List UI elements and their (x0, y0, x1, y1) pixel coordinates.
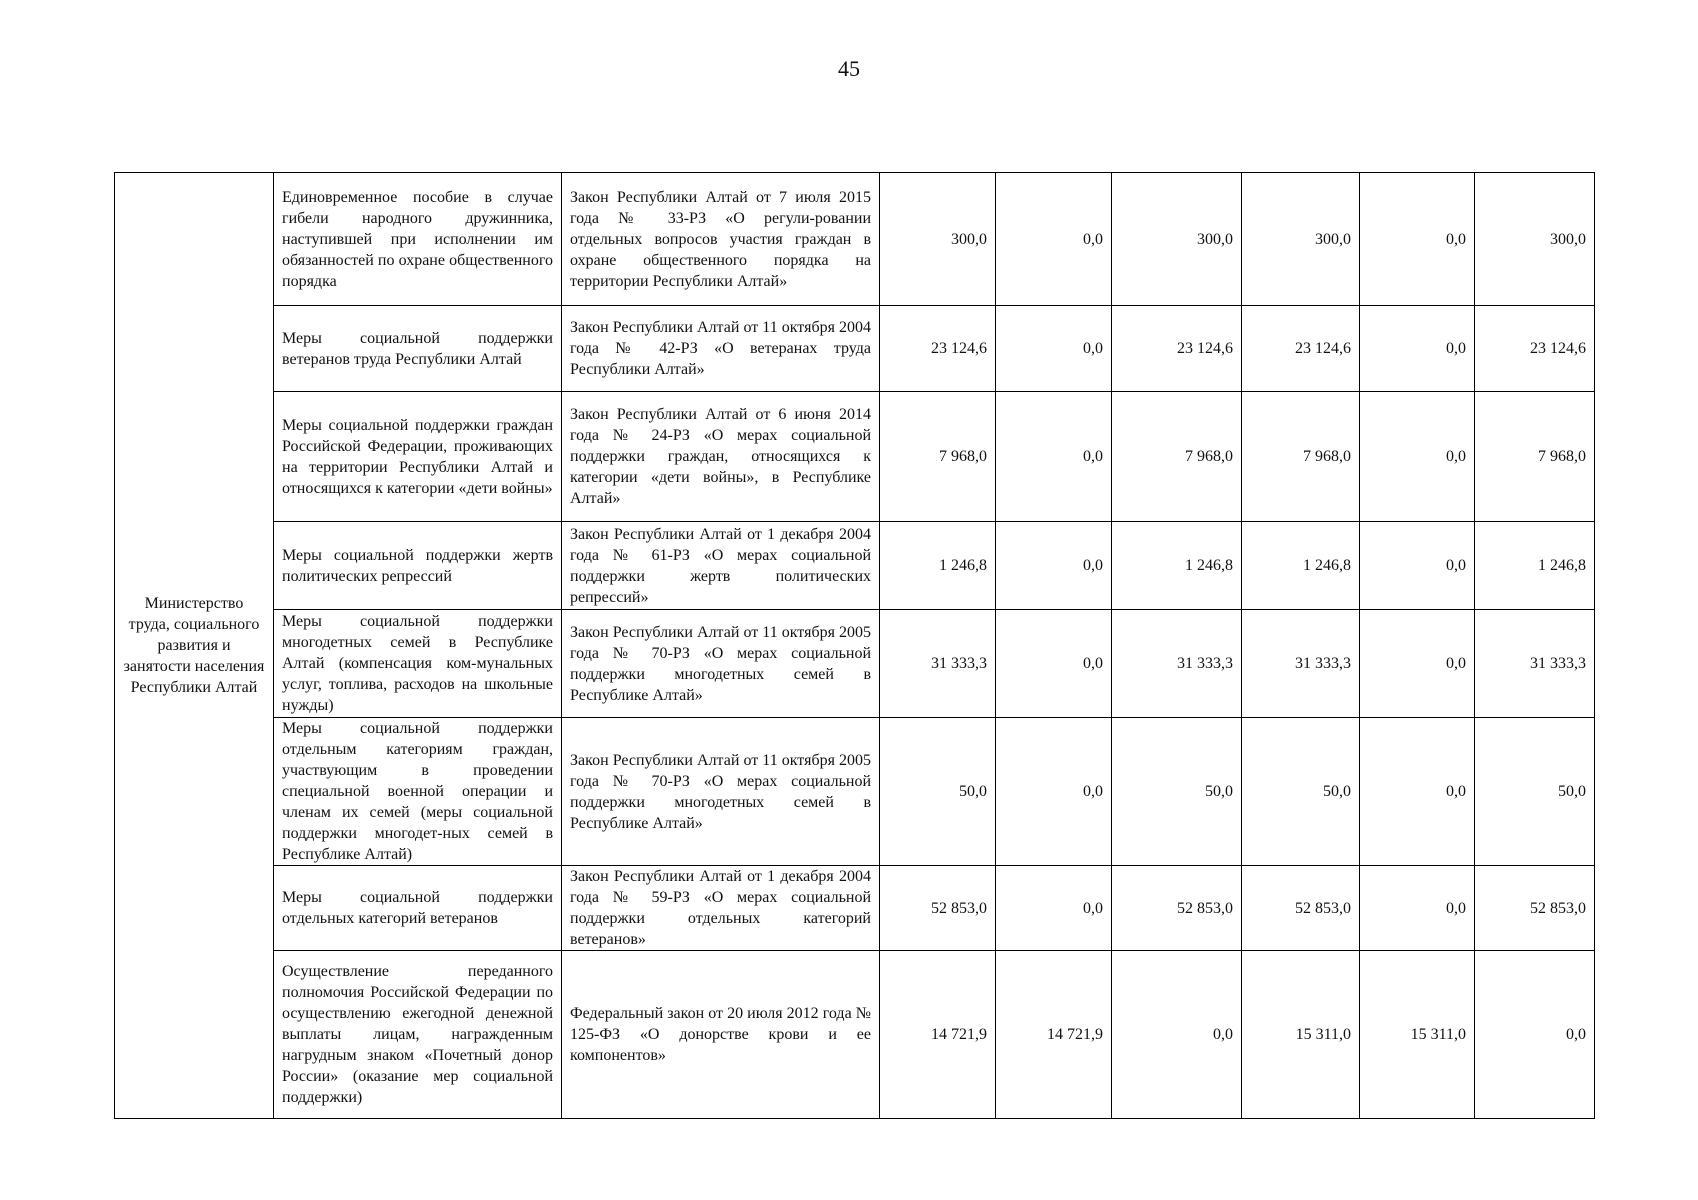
value-cell: 0,0 (1360, 173, 1475, 306)
value-cell: 31 333,3 (1112, 610, 1242, 718)
value-cell: 0,0 (1360, 866, 1475, 951)
value-cell: 300,0 (1242, 173, 1360, 306)
value-cell: 23 124,6 (1475, 306, 1595, 392)
value-cell: 31 333,3 (1242, 610, 1360, 718)
value-cell: 52 853,0 (1475, 866, 1595, 951)
table-row (115, 306, 1595, 392)
measure-cell: Меры социальной поддержки жертв политических репрессий (274, 522, 562, 610)
value-cell: 52 853,0 (1112, 866, 1242, 951)
value-cell: 50,0 (1112, 718, 1242, 866)
value-cell: 15 311,0 (1360, 951, 1475, 1119)
value-cell: 300,0 (1112, 173, 1242, 306)
value-cell: 0,0 (1475, 951, 1595, 1119)
value-cell: 1 246,8 (1112, 522, 1242, 610)
value-cell: 50,0 (1242, 718, 1360, 866)
page-number: 45 (838, 56, 860, 81)
law-cell: Закон Республики Алтай от 11 октября 2005 года № 70-РЗ «О мерах социальной поддержки многодетных семей в Республике Алтай» (562, 610, 880, 718)
value-cell: 23 124,6 (880, 306, 996, 392)
value-cell: 23 124,6 (1242, 306, 1360, 392)
table-row (115, 866, 1595, 951)
law-cell: Закон Республики Алтай от 1 декабря 2004 года № 59-РЗ «О мерах социальной поддержки отдельных категорий ветеранов» (562, 866, 880, 951)
value-cell: 7 968,0 (1475, 392, 1595, 522)
value-cell: 0,0 (996, 173, 1112, 306)
value-cell: 0,0 (1360, 392, 1475, 522)
value-cell: 0,0 (996, 718, 1112, 866)
table-row (115, 392, 1595, 522)
measure-cell: Меры социальной поддержки граждан Российской Федерации, проживающих на территории Республики Алтай и относящихся к категории «дети войны» (274, 392, 562, 522)
measure-cell: Меры социальной поддержки ветеранов труда Республики Алтай (274, 306, 562, 392)
value-cell: 31 333,3 (880, 610, 996, 718)
value-cell: 0,0 (1112, 951, 1242, 1119)
law-cell: Федеральный закон от 20 июля 2012 года № 125-ФЗ «О донорстве крови и ее компонентов» (562, 951, 880, 1119)
value-cell: 14 721,9 (880, 951, 996, 1119)
value-cell: 0,0 (1360, 610, 1475, 718)
law-cell: Закон Республики Алтай от 11 октября 2005 года № 70-РЗ «О мерах социальной поддержки многодетных семей в Республике Алтай» (562, 718, 880, 866)
value-cell: 0,0 (996, 522, 1112, 610)
measure-cell: Меры социальной поддержки отдельных категорий ветеранов (274, 866, 562, 951)
table-row (115, 718, 1595, 866)
value-cell: 23 124,6 (1112, 306, 1242, 392)
value-cell: 50,0 (1475, 718, 1595, 866)
value-cell: 14 721,9 (996, 951, 1112, 1119)
measure-cell: Меры социальной поддержки многодетных семей в Республике Алтай (компенсация ком-мунальных услуг, топлива, расходов на школьные нужды) (274, 610, 562, 718)
value-cell: 0,0 (1360, 306, 1475, 392)
value-cell: 0,0 (1360, 718, 1475, 866)
value-cell: 31 333,3 (1475, 610, 1595, 718)
value-cell: 300,0 (880, 173, 996, 306)
value-cell: 7 968,0 (1242, 392, 1360, 522)
value-cell: 0,0 (996, 866, 1112, 951)
law-cell: Закон Республики Алтай от 11 октября 2004 года № 42-РЗ «О ветеранах труда Республики Алтай» (562, 306, 880, 392)
table-row (115, 173, 1595, 306)
value-cell: 15 311,0 (1242, 951, 1360, 1119)
measure-cell: Осуществление переданного полномочия Российской Федерации по осуществлению ежегодной денежной выплаты лицам, награжденным нагрудным знаком «Почетный донор России» (оказание мер социальной поддержки) (274, 951, 562, 1119)
value-cell: 52 853,0 (880, 866, 996, 951)
value-cell: 1 246,8 (880, 522, 996, 610)
organization-cell: Министерство труда, социального развития и занятости населения Республики Алтай (115, 173, 274, 1119)
value-cell: 7 968,0 (880, 392, 996, 522)
value-cell: 0,0 (996, 610, 1112, 718)
law-cell: Закон Республики Алтай от 1 декабря 2004 года № 61-РЗ «О мерах социальной поддержки жертв политических репрессий» (562, 522, 880, 610)
measure-cell: Единовременное пособие в случае гибели народного дружинника, наступившей при исполнении им обязанностей по охране общественного порядка (274, 173, 562, 306)
value-cell: 1 246,8 (1242, 522, 1360, 610)
table-row (115, 522, 1595, 610)
value-cell: 0,0 (996, 306, 1112, 392)
law-cell: Закон Республики Алтай от 6 июня 2014 года № 24-РЗ «О мерах социальной поддержки граждан, относящихся к категории «дети войны», в Республике Алтай» (562, 392, 880, 522)
value-cell: 300,0 (1475, 173, 1595, 306)
budget-table (114, 172, 1595, 1119)
value-cell: 52 853,0 (1242, 866, 1360, 951)
table-row (115, 951, 1595, 1119)
value-cell: 7 968,0 (1112, 392, 1242, 522)
measure-cell: Меры социальной поддержки отдельным категориям граждан, участвующим в проведении специальной военной операции и членам их семей (меры социальной поддержки многодет-ных семей в Республике Алтай) (274, 718, 562, 866)
value-cell: 1 246,8 (1475, 522, 1595, 610)
value-cell: 50,0 (880, 718, 996, 866)
value-cell: 0,0 (1360, 522, 1475, 610)
table-row (115, 610, 1595, 718)
value-cell: 0,0 (996, 392, 1112, 522)
law-cell: Закон Республики Алтай от 7 июля 2015 года № 33-РЗ «О регули-ровании отдельных вопросов участия граждан в охране общественного порядка на территории Республики Алтай» (562, 173, 880, 306)
